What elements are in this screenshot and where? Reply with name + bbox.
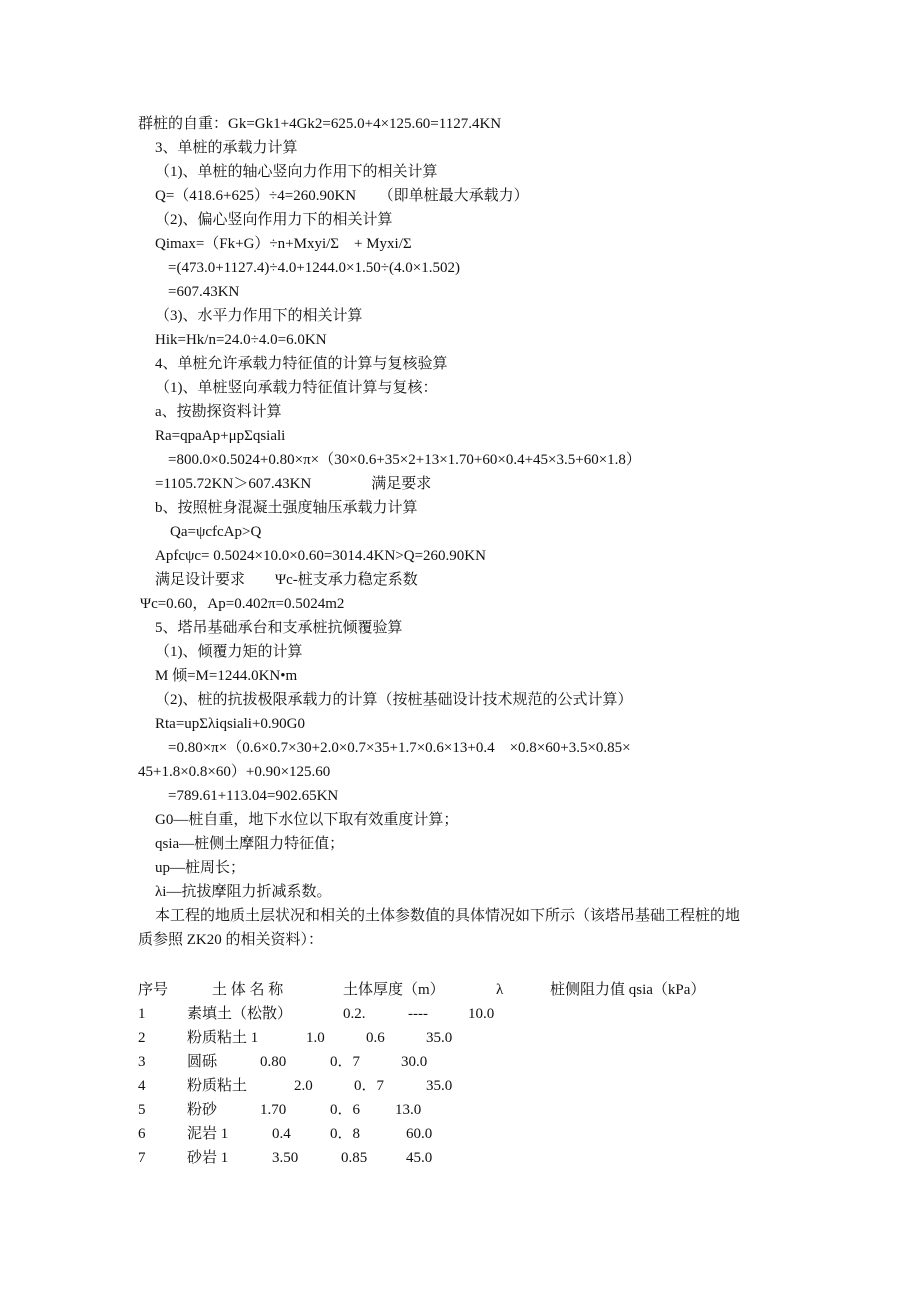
formula-line: =(473.0+1127.4)÷4.0+1244.0×1.50÷(4.0×1.502)	[168, 260, 460, 276]
table-header-cell: λ	[496, 982, 504, 998]
formula-line: Ψc=0.60，Ap=0.402π=0.5024m2	[140, 596, 345, 612]
paragraph-line: 质参照 ZK20 的相关资料）：	[138, 932, 323, 948]
table-cell: 10.0	[468, 1006, 495, 1022]
formula-line: =800.0×0.5024+0.80×π×（30×0.6+35×2+13×1.70+60×0.4+45×3.5+60×1.8）	[168, 452, 641, 468]
table-cell: 0．7	[330, 1054, 361, 1070]
formula-line: =1105.72KN＞607.43KN 满足要求	[155, 476, 432, 492]
table-cell: 2	[138, 1030, 146, 1046]
table-cell: 1.0	[306, 1030, 325, 1046]
text-line: a、按勘探资料计算	[155, 404, 282, 420]
formula-line: Qimax=（Fk+G）÷n+Mxyi/Σ + Myxi/Σ	[155, 236, 412, 252]
formula-line: =607.43KN	[168, 284, 240, 300]
table-header-cell: 土 体 名 称	[212, 982, 284, 998]
table-cell: 0．6	[330, 1102, 361, 1118]
table-header-cell: 土体厚度（m）	[343, 982, 445, 998]
definition-line: up—桩周长；	[155, 860, 246, 876]
text-line: 群桩的自重：Gk=Gk1+4Gk2=625.0+4×125.60=1127.4KN	[138, 116, 502, 132]
table-row	[0, 1028, 920, 1048]
table-cell: 0．8	[330, 1126, 361, 1142]
table-cell: 2.0	[294, 1078, 313, 1094]
table-cell: 0.80	[260, 1054, 287, 1070]
paragraph-line: 本工程的地质土层状况和相关的土体参数值的具体情况如下所示（该塔吊基础工程桩的地	[155, 908, 741, 924]
subsection-heading: （2)、桩的抗拔极限承载力的计算（按桩基础设计技术规范的公式计算）	[155, 692, 633, 708]
section-heading: 4、单桩允许承载力特征值的计算与复核验算	[155, 356, 448, 372]
subsection-heading: （1)、单桩的轴心竖向力作用下的相关计算	[155, 164, 438, 180]
subsection-heading: （1)、单桩竖向承载力特征值计算与复核：	[155, 380, 438, 396]
table-row	[0, 1076, 920, 1096]
formula-line: 45+1.8×0.8×60）+0.90×125.60	[138, 764, 331, 780]
subsection-heading: （1)、倾覆力矩的计算	[155, 644, 303, 660]
table-cell: 0.2.	[343, 1006, 366, 1022]
text-line: b、按照桩身混凝土强度轴压承载力计算	[155, 500, 418, 516]
table-cell: 粉质粘土	[187, 1078, 248, 1094]
table-header-cell: 序号	[138, 982, 169, 998]
table-cell: 35.0	[426, 1078, 453, 1094]
table-row	[0, 1124, 920, 1144]
section-heading: 5、塔吊基础承台和支承桩抗倾覆验算	[155, 620, 403, 636]
formula-line: Qa=ψcfcAp>Q	[170, 524, 262, 540]
table-cell: 粉砂	[187, 1102, 218, 1118]
table-cell: 45.0	[406, 1150, 433, 1166]
table-cell: 1	[138, 1006, 146, 1022]
table-header-row	[0, 980, 920, 1000]
table-cell: 砂岩 1	[187, 1150, 229, 1166]
formula-line: =0.80×π×（0.6×0.7×30+2.0×0.7×35+1.7×0.6×13+0.4 ×0.8×60+3.5×0.85×	[168, 740, 631, 756]
table-row	[0, 1052, 920, 1072]
table-cell: 4	[138, 1078, 146, 1094]
table-cell: ----	[408, 1006, 428, 1022]
formula-line: Ra=qpaAp+μpΣqsiali	[155, 428, 286, 444]
table-row	[0, 1148, 920, 1168]
table-header-cell: 桩侧阻力值 qsia（kPa）	[550, 982, 706, 998]
table-cell: 素填土（松散）	[187, 1006, 293, 1022]
section-heading: 3、单桩的承载力计算	[155, 140, 298, 156]
table-cell: 0.4	[272, 1126, 291, 1142]
table-cell: 35.0	[426, 1030, 453, 1046]
table-cell: 5	[138, 1102, 146, 1118]
table-cell: 1.70	[260, 1102, 287, 1118]
text-line: 满足设计要求 Ψc-桩支承力稳定系数	[155, 572, 418, 588]
table-cell: 0．7	[354, 1078, 385, 1094]
formula-line: Rta=upΣλiqsiali+0.90G0	[155, 716, 305, 732]
formula-line: Hik=Hk/n=24.0÷4.0=6.0KN	[155, 332, 327, 348]
table-cell: 0.6	[366, 1030, 385, 1046]
table-cell: 60.0	[406, 1126, 433, 1142]
formula-line: =789.61+113.04=902.65KN	[168, 788, 339, 804]
table-cell: 7	[138, 1150, 146, 1166]
definition-line: qsia—桩侧土摩阻力特征值；	[155, 836, 345, 852]
subsection-heading: （2)、偏心竖向作用力下的相关计算	[155, 212, 393, 228]
subsection-heading: （3)、水平力作用下的相关计算	[155, 308, 363, 324]
table-cell: 3.50	[272, 1150, 299, 1166]
definition-line: λi—抗拔摩阻力折减系数。	[155, 884, 332, 900]
table-cell: 粉质粘土 1	[187, 1030, 259, 1046]
table-cell: 6	[138, 1126, 146, 1142]
table-cell: 0.85	[341, 1150, 368, 1166]
formula-line: Q=（418.6+625）÷4=260.90KN （即单桩最大承载力）	[155, 188, 529, 204]
table-row	[0, 1100, 920, 1120]
table-cell: 3	[138, 1054, 146, 1070]
formula-line: M 倾=M=1244.0KN•m	[155, 668, 298, 684]
table-cell: 30.0	[401, 1054, 428, 1070]
formula-line: Apfcψc= 0.5024×10.0×0.60=3014.4KN>Q=260.90KN	[155, 548, 486, 564]
table-row	[0, 1004, 920, 1024]
table-cell: 泥岩 1	[187, 1126, 229, 1142]
definition-line: G0—桩自重，地下水位以下取有效重度计算；	[155, 812, 459, 828]
table-cell: 13.0	[395, 1102, 422, 1118]
table-cell: 圆砾	[187, 1054, 218, 1070]
